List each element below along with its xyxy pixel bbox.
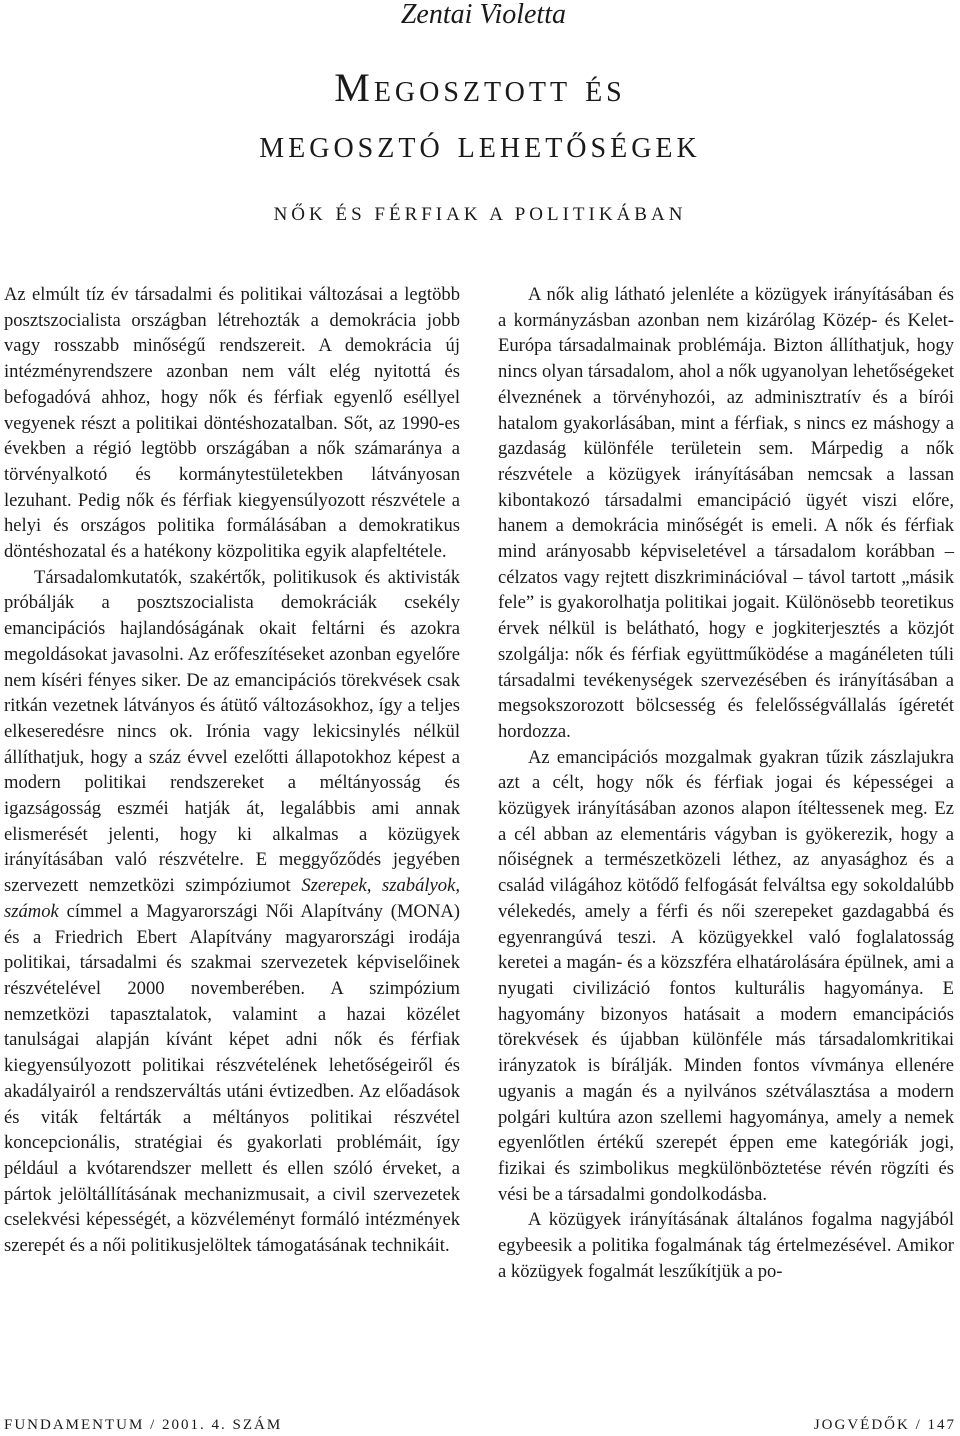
left-paragraph-2-text-a: Társadalomkutatók, szakértők, politikusok és aktivisták próbálják a posztszocialista demokráciák csekély emancipációs hajlandóságának okait feltárni és azokra megoldásokat javasolni. Az erőfeszítéseket azonban egyelőre nem kíséri fényes siker. De az emancipációs törekvések csak ritkán vezetnek látványos és átütő változásokhoz, így a teljes elkeseredésre nincs ok. Irónia vagy lekicsinylés nélkül állíthatjuk, hogy a száz évvel ezelőtti állapotokhoz képest a modern politikai rendszereket a méltányosság és igazságosság eszméi hatják át, legalábbis ami annak elismerését jelenti, hogy ki alkalmas a közügyek irányításában való részvételre. E meggyőződés jegyében szervezett nemzetközi szimpóziumot — [4, 566, 460, 897]
article-title-line-1: Megosztott és — [334, 65, 626, 110]
article-title-line-2: megosztó lehetőségek — [259, 121, 701, 166]
left-column — [4, 282, 460, 1259]
left-paragraph-2 — [4, 565, 460, 1259]
footer-page-number: JOGVÉDŐK / 147 — [813, 1417, 956, 1433]
author-name: Zentai Violetta — [400, 0, 566, 30]
right-paragraph-2: Az emancipációs mozgalmak gyakran tűzik zászlajukra azt a célt, hogy nők és férfiak jogai és képességei a közügyek irányításában azonos alapon ítéltessenek meg. Ez a cél abban az elementáris vágyban is gyökerezik, hogy a nőiségnek a természetközeli léthez, az anyasághoz és a család világához kötődő felfogását felváltsa egy sokoldalúbb vélekedés, amely a férfi és női szerepeket gazdagabbá és egyenrangúvá teszi. A közügyekkel való foglalatosság keretei a magán- és a közszféra elhatárolására épülnek, ami a nyugati civilizáció fontos kulturális hagyománya. E hagyomány bizonyos hatásait a modern emancipációs törekvések és újabban különféle más társadalomkritikai irányzatok is bírálják. Minden fontos vívmánya ellenére ugyanis a magán és a nyilvános szétválasztása a modern polgári kultúra azon szellemi hagyománya, amely a nemek egyenlőtlen értékű szerepét éppen eme kategóriák jogi, fizikai és szimbolikus megkülönböztetése révén rögzíti és vési be a társadalmi gondolkodásba. — [498, 746, 954, 1205]
left-paragraph-1: Az elmúlt tíz év társadalmi és politikai változásai a legtöbb posztszocialista országban létrehozták a demokrácia jobb vagy rosszabb minőségű rendszereit. A demokrácia új intézményrendszere azonban nem vált elég nyitottá és befogadóvá ahhoz, hogy nők és férfiak egyenlő eséllyel vegyenek részt a politikai döntéshozatalban. Sőt, az 1990-es években a régió legtöbb országában a nők számaránya a törvényalkotó és kormánytestületekben látványosan lezuhant. Pedig nők és férfiak kiegyensúlyozott részvétele a helyi és országos politika formálásában a demokratikus döntéshozatal és a hatékony közpolitika egyik alapfeltétele. — [4, 284, 460, 563]
article-title — [0, 60, 960, 172]
footer-journal: FUNDAMENTUM / 2001. 4. SZÁM — [4, 1417, 283, 1433]
article-subtitle: NŐK ÉS FÉRFIAK A POLITIKÁBAN — [273, 204, 687, 225]
right-paragraph-3: A közügyek irányításának általános fogalma nagyjából egybeesik a politika fogalmának tág értelmezésével. Amikor a közügyek fogalmát leszűkítjük a po- — [498, 1209, 954, 1282]
right-column — [498, 282, 954, 1284]
symposium-title: Szerepek, szabályok, számok — [4, 875, 460, 922]
right-paragraph-1: A nők alig látható jelenléte a közügyek irányításában és a kormányzásban azonban nem kizárólag Közép- és Kelet-Európa társadalmainak problémája. Bizton állíthatjuk, hogy nincs olyan társadalom, ahol a nők ugyanolyan lehetőségeket élveznének a törvényhozói, az adminisztratív és a bírói hatalom gyakorlásában, mint a férfiak, s nincs ez máshogy a gazdaság különféle területein sem. Márpedig a nők részvétele a közügyek irányításában nemcsak a lassan kibontakozó társadalmi emancipáció ügyét viszi előre, hanem a demokrácia minőségét is emeli. A nők és férfiak mind arányosabb képviseletével a társadalom korábban – célzatos vagy rejtett diszkriminációval – távol tartott „másik fele” is gyakorolhatja politikai jogait. Különösebb teoretikus érvek nélkül is belátható, hogy e jogkiterjesztés a közjót szolgálja: nők és férfiak együttműködése a magánéleten túli társadalmi tevékenységek szervezésében és irányításában a megsokszorozott bölcsesség és felelősségvállalás ígéretét hordozza. — [498, 284, 954, 742]
left-paragraph-2-text-b: címmel a Magyarországi Női Alapítvány (MONA) és a Friedrich Ebert Alapítvány magyarországi irodája politikai, társadalmi és szakmai szervezetek képviselőinek részvételével 2000 novemberében. A szimpózium nemzetközi tapasztalatok, valamint a hazai közélet tanulságai alapján kívánt képet adni nők és férfiak kiegyensúlyozott politikai részvételének lehetőségeiről és akadályairól a rendszerváltás utáni évtizedben. Az előadások és viták feltárták a méltányos politikai részvétel koncepcionális, stratégiai és gyakorlati problémáit, így például a kvótarendszer mellett és ellen szóló érveket, a pártok jelöltállításának mechanizmusait, a civil szervezetek cselekvési képességét, a közvéleményt formáló intézmények szerepét és a női politikusjelöltek támogatásának technikáit. — [4, 900, 460, 1257]
